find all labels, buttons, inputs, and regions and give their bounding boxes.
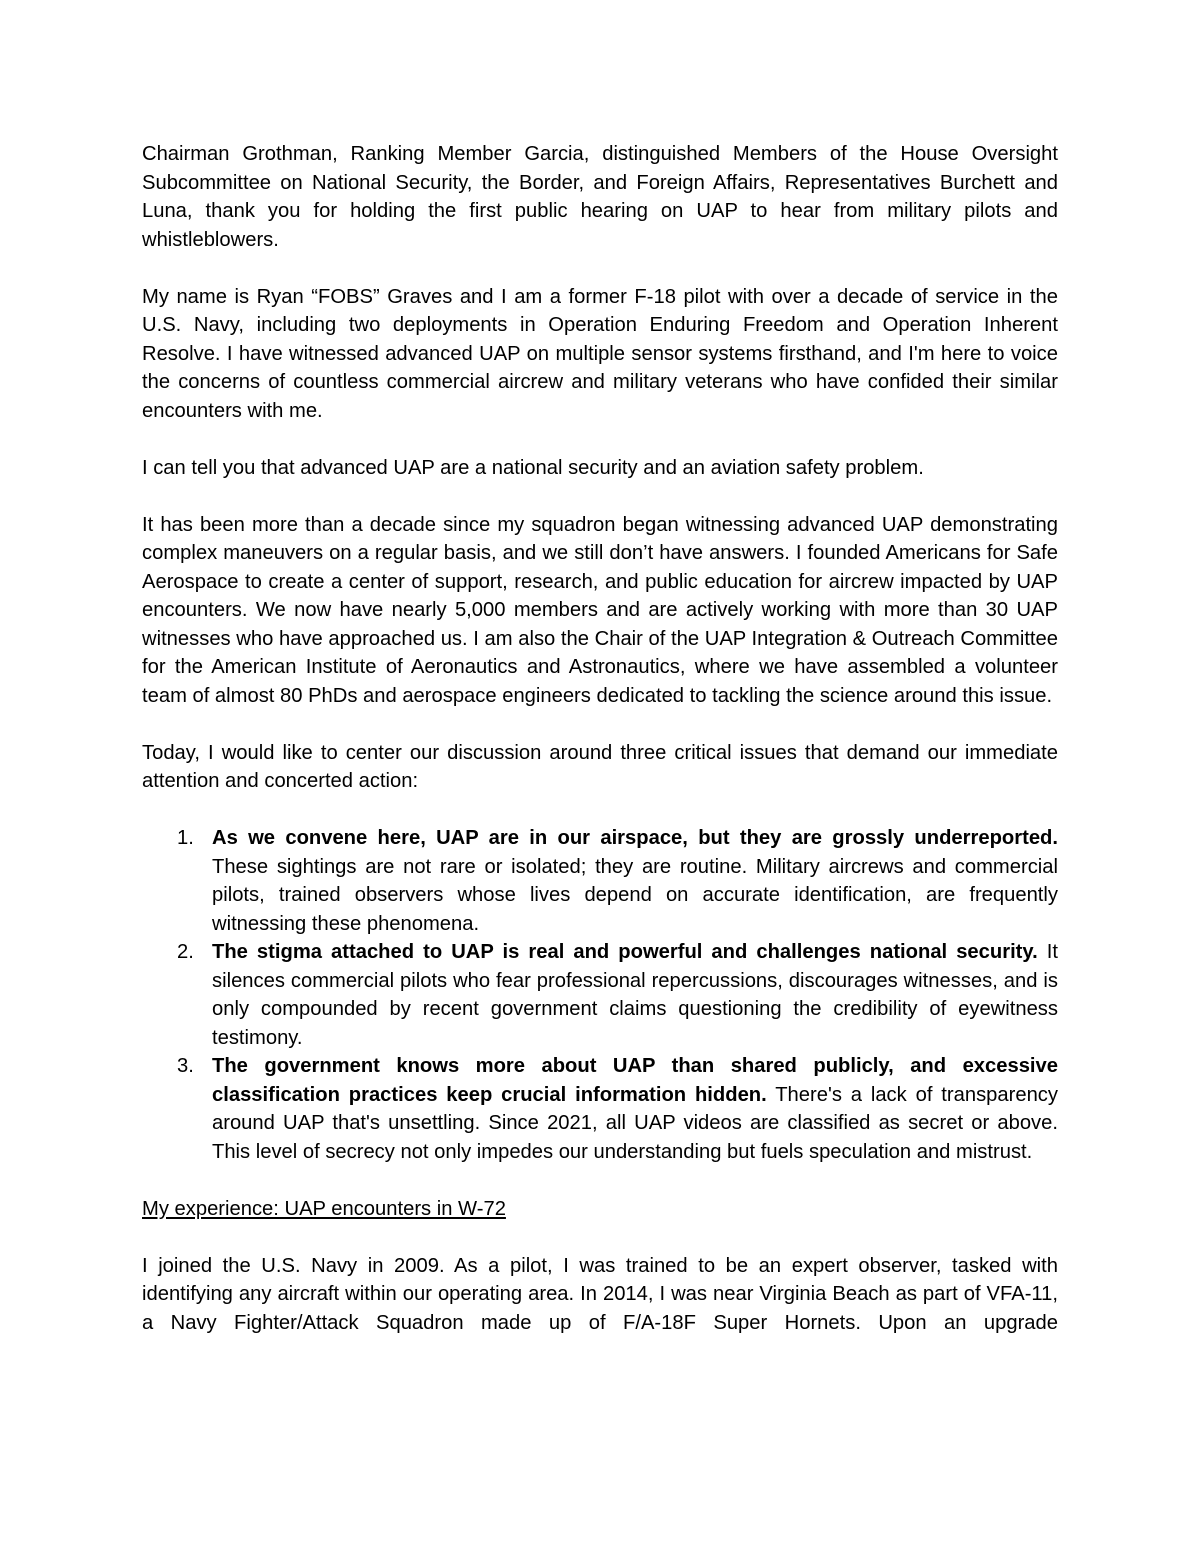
list-item-bold-lead: The government knows more about UAP than shared publicly, and excessive classification practices keep crucial information hidden. [212, 1055, 1058, 1106]
paragraph-introduction: My name is Ryan “FOBS” Graves and I am a former F-18 pilot with over a decade of service in the U.S. Navy, including two deployments in Operation Enduring Freedom and Operation Inherent Resolve. I have witnessed advanced UAP on multiple sensor systems firsthand, and I'm here to voice the concerns of countless commercial aircrew and military veterans who have confided their similar encounters with me. [142, 285, 1058, 422]
list-item-text: These sightings are not rare or isolated; they are routine. Military aircrews and commercial pilots, trained observers whose lives depend on accurate identification, are frequently witnessing these phenomena. [212, 855, 1058, 935]
paragraph-opening-address: Chairman Grothman, Ranking Member Garcia, distinguished Members of the House Oversight Subcommittee on National Security, the Border, and Foreign Affairs, Representatives Burchett and Luna, thank you for holding the first public hearing on UAP to hear from military pilots and whistleblowers. [142, 143, 1058, 251]
list-item-number: 2. [177, 941, 194, 963]
paragraph-issues-intro: Today, I would like to center our discussion around three critical issues that demand our immediate attention and concerted action: [142, 741, 1058, 792]
list-item-bold-lead: The stigma attached to UAP is real and powerful and challenges national security. [212, 941, 1038, 963]
list-item-number: 3. [177, 1055, 194, 1077]
issues-list [142, 824, 1058, 1166]
list-item-number: 1. [177, 827, 194, 849]
list-item-text: There's a lack of transparency around UAP that's unsettling. Since 2021, all UAP videos are classified as secret or above. This level of secrecy not only impedes our understanding but fuels speculation and mistrust. [212, 1083, 1058, 1163]
section-heading: My experience: UAP encounters in W-72 [142, 1197, 506, 1220]
paragraph-background: It has been more than a decade since my squadron began witnessing advanced UAP demonstrating complex maneuvers on a regular basis, and we still don’t have answers. I founded Americans for Safe Aerospace to create a center of support, research, and public education for aircrew impacted by UAP encounters. We now have nearly 5,000 members and are actively working with more than 30 UAP witnesses who have approached us. I am also the Chair of the UAP Integration & Outreach Committee for the American Institute of Aeronautics and Astronautics, where we have assembled a volunteer team of almost 80 PhDs and aerospace engineers dedicated to tackling the science around this issue. [142, 513, 1058, 707]
list-item [142, 824, 1058, 938]
paragraph-experience: I joined the U.S. Navy in 2009. As a pilot, I was trained to be an expert observer, tasked with identifying any aircraft within our operating area. In 2014, I was near Virginia Beach as part of VFA-11, a Navy Fighter/Attack Squadron made up of F/A-18F Super Hornets. Upon an upgrade [142, 1254, 1058, 1334]
list-item [142, 938, 1058, 1052]
list-item-text: It silences commercial pilots who fear professional repercussions, discourages witnesses, and is only compounded by recent government claims questioning the credibility of eyewitness testimony. [212, 941, 1058, 1049]
list-item [142, 1052, 1058, 1166]
document-page [142, 140, 1058, 1366]
paragraph-statement: I can tell you that advanced UAP are a national security and an aviation safety problem. [142, 456, 924, 479]
list-item-bold-lead: As we convene here, UAP are in our airspace, but they are grossly underreported. [212, 827, 1058, 849]
